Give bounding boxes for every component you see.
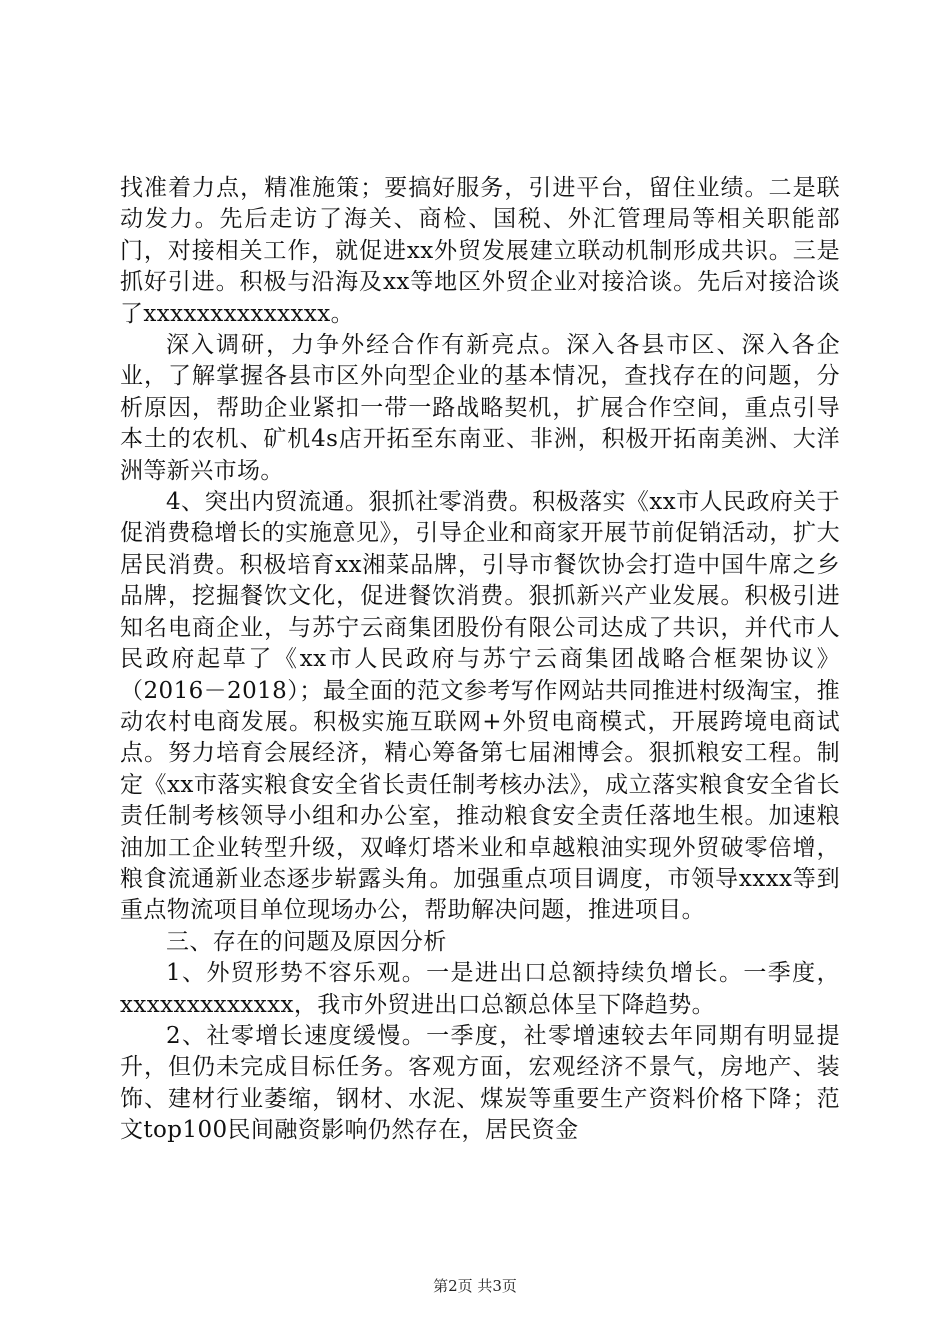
document-body bbox=[120, 173, 840, 1147]
paragraph-2: 深入调研，力争外经合作有新亮点。深入各县市区、深入各企业，了解掌握各县市区外向型企业的基本情况，查找存在的问题，分析原因，帮助企业紧扣一带一路战略契机，扩展合作空间，重点引导本土的农机、矿机4s店开拓至东南亚、非洲，积极开拓南美洲、大洋洲等新兴市场。 bbox=[120, 332, 840, 484]
paragraph-5: 2、社零增长速度缓慢。一季度，社零增速较去年同期有明显提升，但仍未完成目标任务。客观方面，宏观经济不景气，房地产、装饰、建材行业萎缩，钢材、水泥、煤炭等重要生产资料价格下降；范文top100民间融资影响仍然存在，居民资金 bbox=[120, 1022, 840, 1144]
paragraph-3: 4、突出内贸流通。狠抓社零消费。积极落实《xx市人民政府关于促消费稳增长的实施意见》，引导企业和商家开展节前促销活动，扩大居民消费。积极培育xx湘菜品牌，引导市餐饮协会打造中国牛席之乡品牌，挖掘餐饮文化，促进餐饮消费。狠抓新兴产业发展。积极引进知名电商企业，与苏宁云商集团股份有限公司达成了共识，并代市人民政府起草了《xx市人民政府与苏宁云商集团战略合框架协议》（2016－2018）；最全面的范文参考写作网站共同推进村级淘宝，推动农村电商发展。积极实施互联网+外贸电商模式，开展跨境电商试点。努力培育会展经济，精心筹备第七届湘博会。狠抓粮安工程。制定《xx市落实粮食安全省长责任制考核办法》，成立落实粮食安全省长责任制考核领导小组和办公室，推动粮食安全责任落地生根。加速粮油加工企业转型升级，双峰灯塔米业和卓越粮油实现外贸破零倍增，粮食流通新业态逐步崭露头角。加强重点项目调度，市领导xxxx等到重点物流项目单位现场办公，帮助解决问题，推进项目。 bbox=[120, 489, 840, 924]
page-footer: 第2页 共3页 bbox=[433, 1277, 517, 1295]
paragraph-4: 1、外贸形势不容乐观。一是进出口总额持续负增长。一季度，xxxxxxxxxxxxx，我市外贸进出口总额总体呈下降趋势。 bbox=[120, 960, 840, 1018]
paragraph-1: 找准着力点，精准施策；要搞好服务，引进平台，留住业绩。二是联动发力。先后走访了海关、商检、国税、外汇管理局等相关职能部门，对接相关工作，就促进xx外贸发展建立联动机制形成共识。三是抓好引进。积极与沿海及xx等地区外贸企业对接洽谈。先后对接洽谈了xxxxxxxxxxxxxx。 bbox=[120, 175, 840, 327]
section-heading: 三、存在的问题及原因分析 bbox=[166, 928, 447, 955]
